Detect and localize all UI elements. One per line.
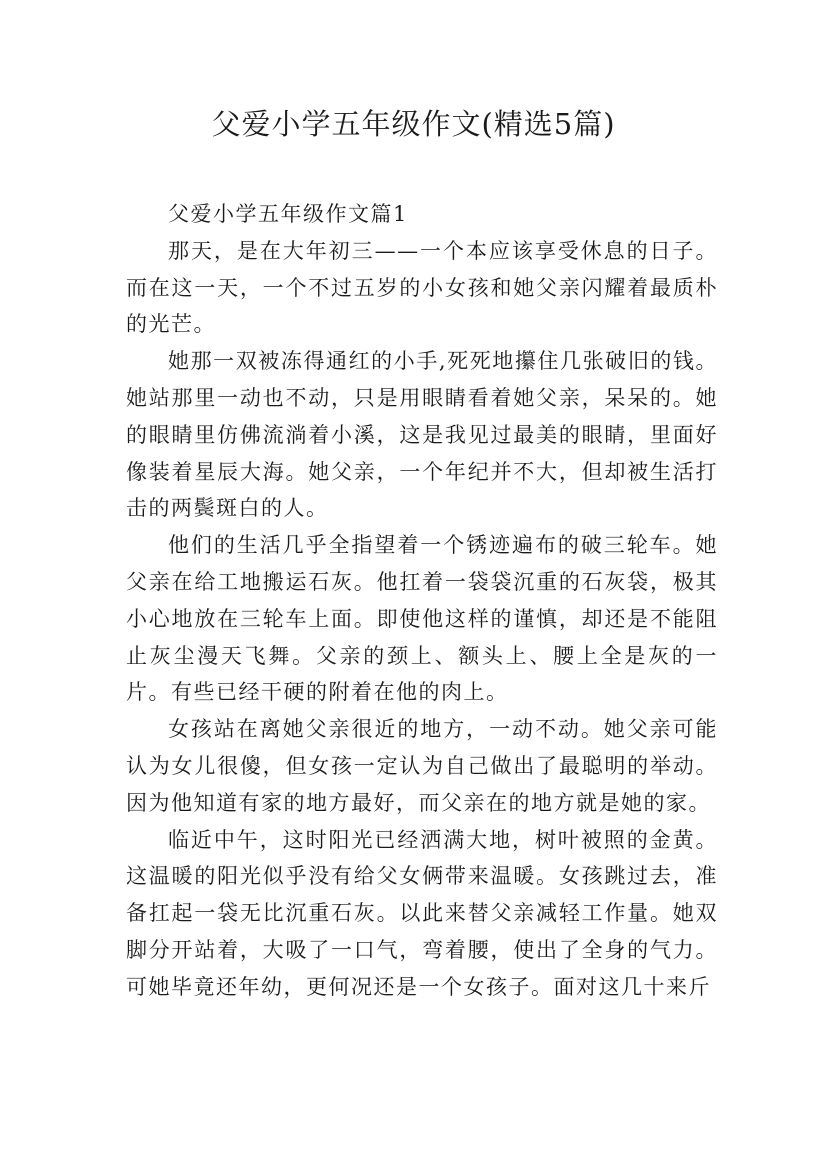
section-heading: 父爱小学五年级作文篇1 <box>168 202 408 226</box>
paragraph: 临近中午，这时阳光已经洒满大地，树叶被照的金黄。这温暖的阳光似乎没有给父女俩带来温暖。女孩跳过去，准备扛起一袋无比沉重石灰。以此来替父亲减轻工作量。她双脚分开站着，大吸了一口气，弯着腰，使出了全身的气力。可她毕竟还年幼，更何况还是一个女孩子。面对这几十来斤 <box>126 827 718 999</box>
paragraph: 她那一双被冻得通红的小手,死死地攥住几张破旧的钱。她站那里一动也不动，只是用眼睛看着她父亲，呆呆的。她的眼睛里仿佛流淌着小溪，这是我见过最美的眼睛，里面好像装着星辰大海。她父亲，一个年纪并不大，但却被生活打击的两鬓斑白的人。 <box>126 349 718 521</box>
paragraph: 那天，是在大年初三——一个本应该享受休息的日子。而在这一天，一个不过五岁的小女孩和她父亲闪耀着最质朴的光芒。 <box>126 238 718 337</box>
document-title: 父爱小学五年级作文(精选5篇) <box>211 107 616 141</box>
paragraph: 他们的生活几乎全指望着一个锈迹遍布的破三轮车。她父亲在给工地搬运石灰。他扛着一袋袋沉重的石灰袋，极其小心地放在三轮车上面。即使他这样的谨慎，却还是不能阻止灰尘漫天飞舞。父亲的颈上、额头上、腰上全是灰的一片。有些已经干硬的附着在他的肉上。 <box>126 533 718 705</box>
paragraph: 女孩站在离她父亲很近的地方，一动不动。她父亲可能认为女儿很傻，但女孩一定认为自己做出了最聪明的举动。因为他知道有家的地方最好，而父亲在的地方就是她的家。 <box>126 717 718 815</box>
document-body <box>126 196 718 1006</box>
